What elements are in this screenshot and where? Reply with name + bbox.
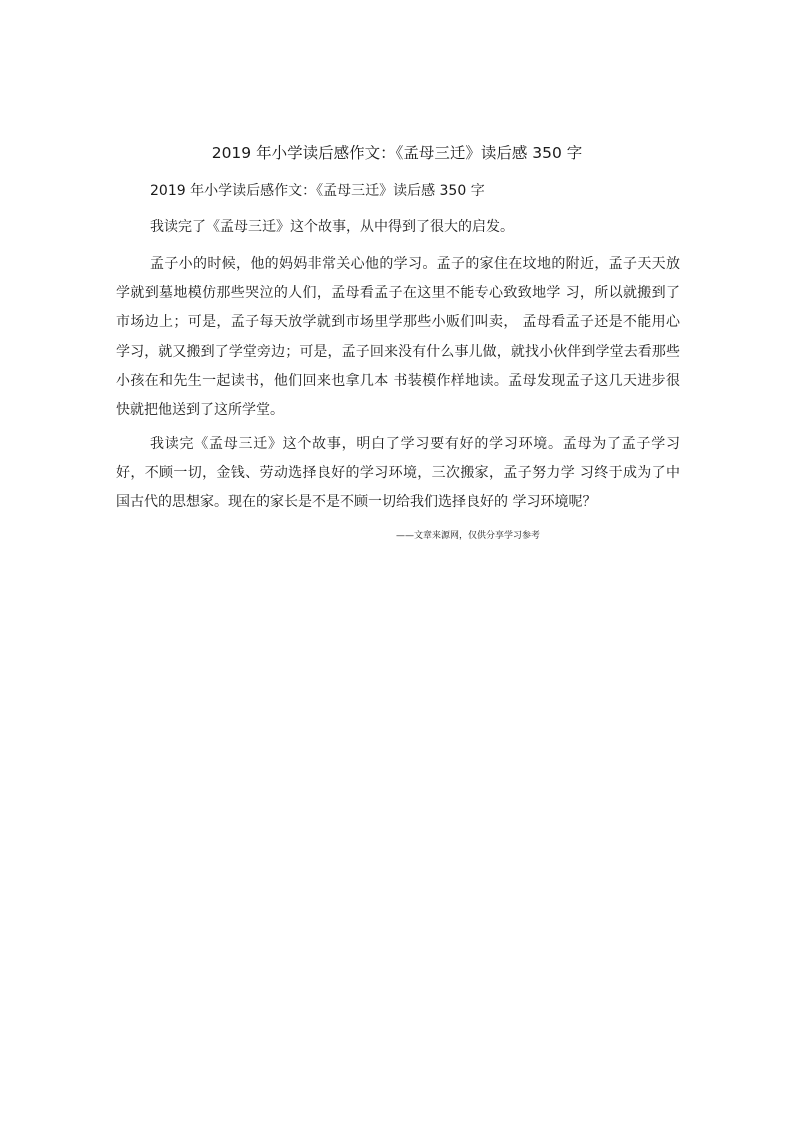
document-subtitle: 2019 年小学读后感作文：《孟母三迁》读后感 350 字 xyxy=(150,183,485,199)
paragraph-story: 孟子小的时候，他的妈妈非常关心他的学习。孟子的家住在坟地的附近，孟子天天放学就到墓地模仿那些哭泣的人们，孟母看孟子在这里不能专心致致地学 习，所以就搬到了市场边上；可是，孟子每天放学就到市场里学那些小贩们叫卖， 孟母看孟子还是不能用心学习，就又搬到了学堂旁边；可是，孟子回来没有什么事儿做，就找小伙伴到学堂去看那些小孩在和先生一起读书，他们回来也拿几本 书装模作样地读。孟母发现孟子这几天进步很快就把他送到了这所学堂。 xyxy=(116,256,680,419)
paragraph-intro: 我读完了《孟母三迁》这个故事，从中得到了很大的启发。 xyxy=(150,219,514,235)
paragraph-reflection: 我读完《孟母三迁》这个故事，明白了学习要有好的学习环境。孟母为了孟子学习好，不顾一切，金钱、劳动选择良好的学习环境，三次搬家，孟子努力学 习终于成为了中国古代的思想家。现在的家长是不是不顾一切给我们选择良好的 学习环境呢？ xyxy=(116,436,680,511)
source-footer: ——文章来源网，仅供分享学习参考 xyxy=(396,531,541,541)
document-title: 2019 年小学读后感作文：《孟母三迁》读后感 350 字 xyxy=(211,144,583,162)
